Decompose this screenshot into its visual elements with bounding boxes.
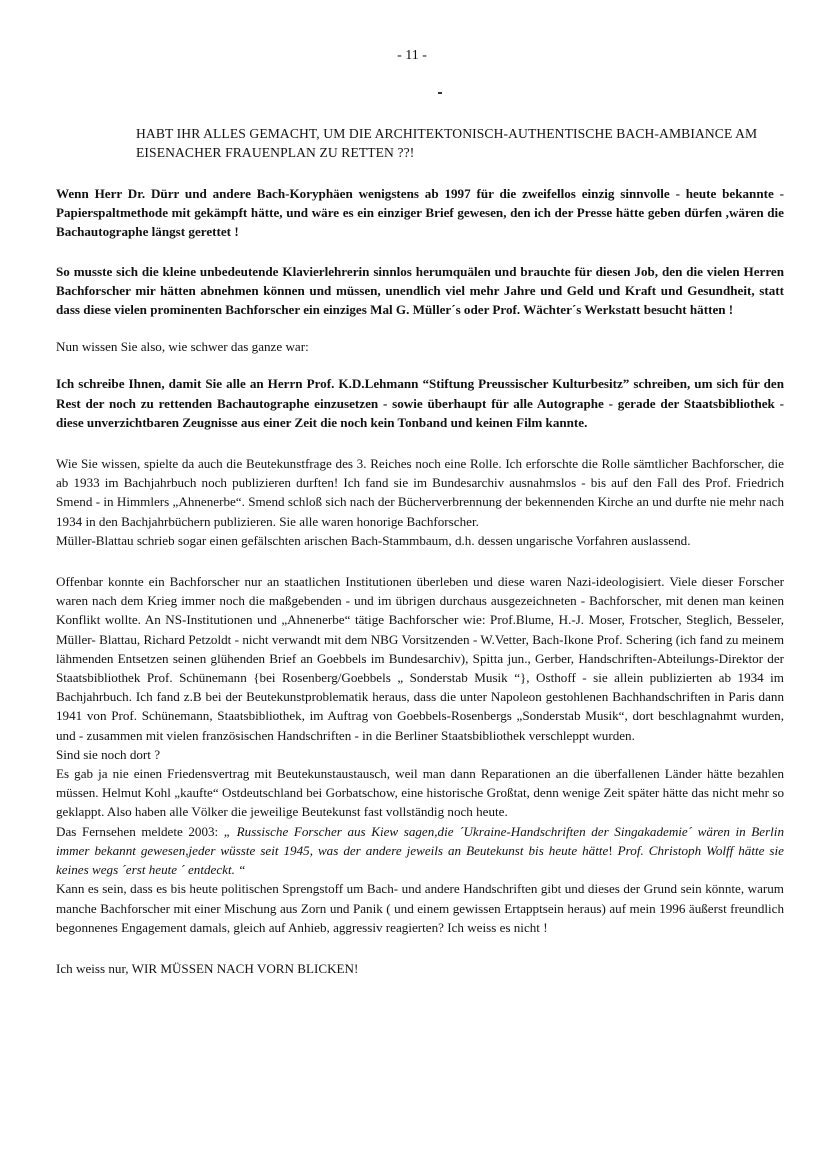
tv-quote-b: Prof. Christoph Wolff hätte sie keines wegs ´erst heute ´ entdeckt. “ — [56, 842, 784, 878]
page-number: - 11 - — [397, 48, 427, 63]
heading: HABT IHR ALLES GEMACHT, UM DIE ARCHITEKTONISCH-AUTHENTISCHE BACH-AMBIANCE AM EISENACHER FRAUENPLAN ZU RETTEN ??! — [136, 126, 758, 160]
closing-paragraph: Kann es sein, dass es bis heute politischen Sprengstoff um Bach- und andere Handschriften gibt und dieses der Grund sein könnte, warum manche Bachforscher mit einer Mischung aus Zorn und Panik ( und einem gewissen Ertapptsein heraus) auf mein 1996 äußerst freundlich begonnenes Engagement damals, gleich auf Anhieb, aggressiv reagierten? Ich weiss es nicht ! — [56, 881, 784, 935]
tv-paragraph — [56, 822, 784, 880]
document-body — [56, 184, 784, 978]
paragraph-4: Ich schreibe Ihnen, damit Sie alle an Herrn Prof. K.D.Lehmann “Stiftung Preussischer Kulturbesitz” schreiben, um sich für den Rest der noch zu rettenden Bachautographe einzusetzen - sowie überhaupt für alle Autographe - gerade der Staatsbibliothek - diese unverzichtbaren Zeugnisse aus einer Zeit die noch kein Tonband und keinen Film kannte. — [56, 376, 784, 430]
paragraph-3: Nun wissen Sie also, wie schwer das ganze war: — [56, 339, 309, 355]
paragraph-2: So musste sich die kleine unbedeutende Klavierlehrerin sinnlos herumquälen und brauchte für diesen Job, den die vielen Herren Bachforscher mir hätten abnehmen können und müssen, unendlich viel mehr Jahre und Geld und Kraft und Gesundheit, statt dass diese vielen prominenten Bachforscher ein einziges Mal G. Müller´s oder Prof. Wächter´s Werkstatt besucht hätten ! — [56, 263, 784, 318]
paragraph-5: Wie Sie wissen, spielte da auch die Beutekunstfrage des 3. Reiches noch eine Rolle. Ich erforschte die Rolle sämtlicher Bachforscher, die ab 1933 im Bachjahrbuch noch publizieren durften! Ich fand sie im Bundesarchiv ausnahmslos - bis auf den Fall des Prof. Friedrich Smend - in Himmlers „Ahnenerbe“. Smend schloß sich nach der Bücherverbrennung der bekennenden Kirche an und durfte nie mehr nach 1934 in den Bachjahrbüchern publizieren. Sie alle waren honorige Bachforscher. — [56, 456, 784, 529]
tv-quote-a: „ Russische Forscher aus Kiew sagen,die ´Ukraine-Handschriften der Singakademie´ wären in Berlin immer bekannt gewesen,jeder wüsste seit 1945, was der andere jeweils an Beutekunst bis heute hätte — [56, 823, 784, 858]
tv-separator: ! — [608, 842, 618, 858]
page-number-underline — [438, 92, 442, 94]
paragraph-8: Sind sie noch dort ? — [56, 746, 161, 762]
tv-intro: Das Fernsehen meldete 2003: — [56, 823, 224, 839]
paragraph-6: Müller-Blattau schrieb sogar einen gefälschten arischen Bach-Stammbaum, d.h. dessen ungarische Vorfahren auslassend. — [56, 532, 691, 548]
paragraph-1: Wenn Herr Dr. Dürr und andere Bach-Koryphäen wenigstens ab 1997 für die zweifellos einzig sinnvolle - heute bekannte - Papierspaltmethode mit gekämpft hätte, und wäre es ein einziger Brief gewesen, den ich der Presse hätte geben dürfen ,wären die Bachautographe längst gerettet ! — [56, 186, 784, 240]
final-prefix: Ich weiss nur, — [56, 960, 132, 976]
final-caps: WIR MÜSSEN NACH VORN BLICKEN! — [131, 960, 359, 976]
final-line — [56, 959, 784, 978]
paragraph-7: Offenbar konnte ein Bachforscher nur an staatlichen Institutionen überleben und diese waren Nazi-ideologisiert. Viele dieser Forscher waren nach dem Krieg immer noch die maßgebenden - und im übrigen durchaus ausgezeichneten - Bachforscher, mit denen man keinen Konflikt wollte. An NS-Institutionen und „Ahnenerbe“ tätige Bachforscher wie: Prof.Blume, H.-J. Moser, Frotscher, Steglich, Besseler, Müller- Blattau, Richard Petzoldt - nicht verwandt mit dem NBG Vorsitzenden - W.Vetter, Bach-Ikone Prof. Schering (ich fand zu meinem lähmenden Entsetzen seinen glühenden Brief an Goebbels im Bundesarchiv), Spitta jun., Gerber, Handschriften-Abteilungs-Direktor der Staatsbibliothek Prof. Schünemann {bei Rosenberg/Goebbels „ Sonderstab Musik “}, Osthoff - sie allein publizierten ab 1934 im Bachjahrbuch. Ich fand z.B bei der Beutekunstproblematik heraus, dass die unter Napoleon gestohlenen Bachhandschriften in Paris dann 1941 von Prof. Schünemann, Staatsbibliothek, im Auftrag von Goebbels-Rosenbergs „Sonderstab Musik“, dort beschlagnahmt wurden, und - zusammen mit vielen französischen Handschriften - in die Berliner Staatsbibliothek verschleppt wurden. — [56, 574, 784, 743]
paragraph-9: Es gab ja nie einen Friedensvertrag mit Beutekunstaustausch, weil man dann Reparationen an die überfallenen Länder hätte bezahlen müssen. Helmut Kohl „kaufte“ Ostdeutschland bei Gorbatschow, eine historische Großtat, denn wenige Zeit später hätte das nicht mehr so geklappt. Also haben alle Völker die jeweilige Beutekunst fast vollständig noch heute. — [56, 766, 784, 820]
